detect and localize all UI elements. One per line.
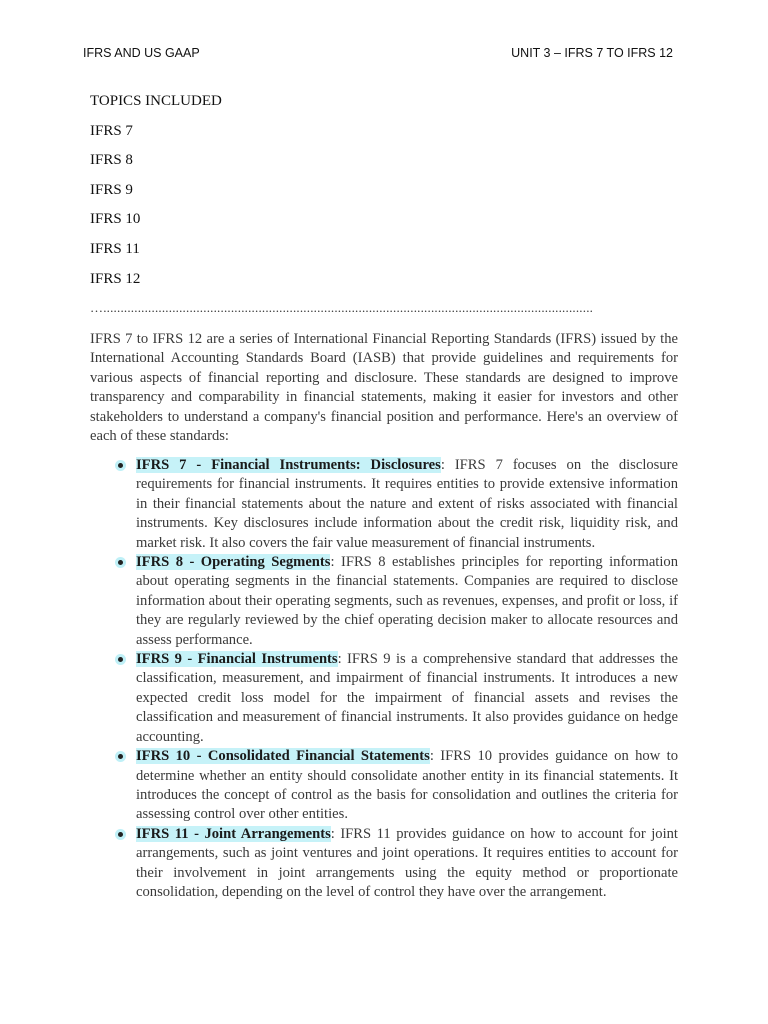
standard-description: : IFRS 11 provides guidance on how to account for joint arrangements, such as joint ventures and joint operations. It requires entities to account for their involvement in joint arrangements using the equity method or proportionate consolidation, depending on the level of control they have over the arrangement. [136,825,678,900]
topics-list [90,92,222,299]
standard-term: IFRS 11 - Joint Arrangements [136,825,331,842]
list-item [90,553,678,650]
topic-item: IFRS 8 [90,152,133,169]
bullet-icon [112,456,128,475]
header-unit-title: UNIT 3 – IFRS 7 TO IFRS 12 [511,46,673,60]
standard-description: : IFRS 8 establishes principles for reporting information about operating segments in the financial statements. Companies are required to disclose information about their operating segments, such as revenues, expenses, and profit or loss, if they are regularly reviewed by the chief operating decision maker to allocate resources and assess performance. [136,554,678,648]
page-header [83,46,673,66]
standard-term: IFRS 10 - Consolidated Financial Statements [136,748,430,765]
header-course-title: IFRS AND US GAAP [83,46,200,60]
bullet-icon [112,747,128,766]
standards-list [90,456,678,902]
standard-description: : IFRS 7 focuses on the disclosure requirements for financial instruments. It requires entities to provide extensive information in their financial statements about the nature and extent of risks associated with financial instruments. Key disclosures include information about the credit risk, liquidity risk, and market risk. It also covers the fair value measurement of financial instruments. [136,457,678,551]
standard-term: IFRS 9 - Financial Instruments [136,651,338,668]
topics-heading: TOPICS INCLUDED [90,93,222,109]
topic-item: IFRS 11 [90,240,140,257]
standard-term: IFRS 8 - Operating Segments [136,554,331,571]
standard-description: : IFRS 10 provides guidance on how to determine whether an entity should consolidate another entity in its financial statements. It introduces the concept of control as the basis for consolidation and outlines the criteria for assessing control over other entities. [136,748,678,823]
standard-term: IFRS 7 - Financial Instruments: Disclosures [136,457,441,473]
standard-description: : IFRS 9 is a comprehensive standard that addresses the classification, measurement, and impairment of financial instruments. It introduces a new expected credit loss model for the impairment of financial assets and revises the classification and measurement of financial instruments. It also provides guidance on hedge accounting. [136,651,678,745]
dotted-separator: ….............................................................................................................................................. [90,300,594,315]
list-item [90,456,678,553]
bullet-icon [112,553,128,572]
bullet-icon [112,825,128,844]
topic-item: IFRS 9 [90,181,133,198]
topic-item: IFRS 7 [90,122,133,139]
list-item [90,747,678,825]
topic-item: IFRS 12 [90,270,141,287]
bullet-icon [112,650,128,669]
intro-paragraph: IFRS 7 to IFRS 12 are a series of International Financial Reporting Standards (IFRS) issued by the International Accounting Standards Board (IASB) that provide guidelines and requirements for various aspects of financial reporting and disclosure. These standards are designed to improve transparency and comparability in financial statements, making it easier for investors and other stakeholders to understand a company's financial position and performance. Here's an overview of each of these standards: [90,331,678,445]
list-item [90,825,678,903]
topic-item: IFRS 10 [90,211,141,228]
list-item [90,650,678,747]
